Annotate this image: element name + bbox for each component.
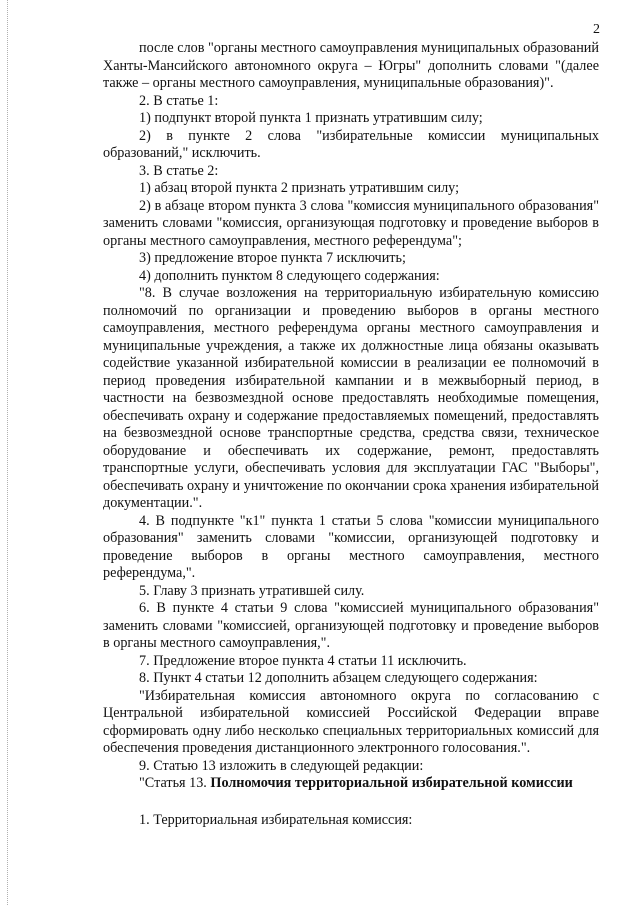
paragraph-item-4: 4. В подпункте "к1" пункта 1 статьи 5 слова "комиссии муниципального образования" заменить словами "комиссии, организующей подготовку и проведение выборов в органы местного самоуправления, местного референдума,". bbox=[103, 512, 599, 581]
paragraph-article-2-item-1: 1) абзац второй пункта 2 признать утратившим силу; bbox=[139, 180, 460, 196]
scan-edge-mark bbox=[7, 0, 8, 905]
paragraph-final-item: 1. Территориальная избирательная комиссия: bbox=[139, 811, 413, 828]
paragraph-item-6: 6. В пункте 4 статьи 9 слова "комиссией муниципального образования" заменить словами "комиссией, организующей подготовку и проведение выборов в органы местного самоуправления,". bbox=[103, 600, 599, 651]
document-body bbox=[103, 40, 599, 829]
paragraph-item-7: 7. Предложение второе пункта 4 статьи 11 исключить. bbox=[139, 652, 467, 669]
paragraph-article-1-item-2: 2) в пункте 2 слова "избирательные комиссии муниципальных образований," исключить. bbox=[103, 127, 599, 161]
paragraph-article-2-item-2: 2) в абзаце втором пункта 3 слова "комиссия муниципального образования" заменить словами "комиссия, организующая подготовку и проведение выборов в органы местного самоуправления, местного референдума"; bbox=[103, 197, 599, 249]
paragraph-intro: после слов "органы местного самоуправления муниципальных образований Ханты-Мансийского автономного округа – Югры" дополнить словами "(далее также – органы местного самоуправления, муниципальные образования)". bbox=[103, 40, 599, 91]
paragraph-article-1-header: 2. В статье 1: bbox=[139, 92, 219, 109]
paragraph-new-point-8: "8. В случае возложения на территориальную избирательную комиссию полномочий по организации и проведению выборов в органы местного самоуправления, местного референдума органы местного самоуправления и муниципальные учреждения, а также их должностные лица обязаны оказывать содействие указанной избирательной комиссии в реализации ее полномочий в период проведения избирательной кампании и в межвыборный период, в частности на безвозмездной основе предоставлять необходимые помещения, обеспечивать охрану и содержание предоставляемых помещений, предоставлять на безвозмездной основе транспортные средства, средства связи, техническое оборудование и обеспечивать их содержание, ремонт, предоставлять транспортные услуги, обеспечивать условия для эксплуатации ГАС "Выборы", обеспечивать охрану и уничтожение по окончании срока хранения избирательной документации.". bbox=[103, 285, 599, 511]
paragraph-article-2-item-3: 3) предложение второе пункта 7 исключить; bbox=[139, 250, 406, 266]
article-13-title: Полномочия территориальной избирательной комиссии bbox=[210, 775, 573, 791]
paragraph-article-2-header: 3. В статье 2: bbox=[139, 162, 219, 179]
paragraph-item-8: 8. Пункт 4 статьи 12 дополнить абзацем следующего содержания: bbox=[139, 670, 538, 686]
paragraph-item-5: 5. Главу 3 признать утратившей силу. bbox=[139, 582, 365, 599]
paragraph-item-9: 9. Статью 13 изложить в следующей редакции: bbox=[139, 757, 424, 774]
page-number: 2 bbox=[593, 22, 600, 37]
paragraph-new-abzac: "Избирательная комиссия автономного округа по согласованию с Центральной избирательной комиссией Российской Федерации вправе сформировать одну либо несколько специальных территориальных комиссий для обеспечения проведения дистанционного электронного голосования.". bbox=[103, 687, 599, 756]
paragraph-article-2-item-4: 4) дополнить пунктом 8 следующего содержания: bbox=[139, 267, 440, 284]
article-13-heading bbox=[103, 775, 599, 793]
paragraph-article-1-item-1: 1) подпункт второй пункта 1 признать утратившим силу; bbox=[139, 110, 483, 126]
article-13-prefix: "Статья 13. bbox=[139, 775, 211, 791]
